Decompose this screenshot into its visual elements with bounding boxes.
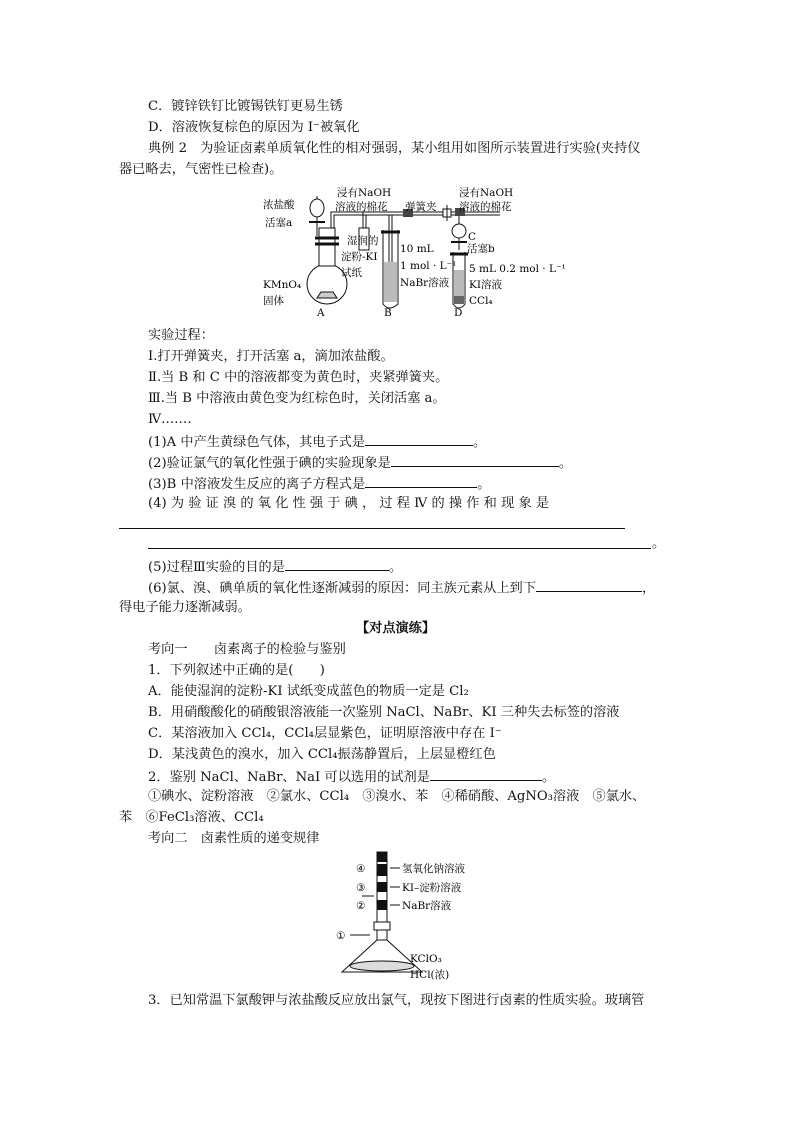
answer-blank-2[interactable] — [391, 453, 559, 467]
step-4: Ⅳ.…… — [148, 412, 192, 427]
letter-a: A — [317, 307, 325, 319]
label-kmno4: KMnO₄ — [263, 279, 302, 291]
label-clamp: 弹簧夹 — [405, 201, 437, 213]
letter-b: B — [384, 307, 392, 319]
period: 。 — [541, 770, 556, 785]
label-stopcock-b: 活塞b — [467, 243, 495, 255]
step-2: Ⅱ.当 B 和 C 中的溶液都变为黄色时，夹紧弹簧夹。 — [148, 370, 449, 385]
question-3-text: (3)B 中溶液发生反应的离子方程式是 — [148, 477, 366, 492]
answer-blank-1[interactable] — [365, 432, 473, 446]
label-cotton-right-2: 溶液的棉花 — [459, 201, 512, 213]
question-5-text: (5)过程Ⅲ实验的目的是 — [148, 560, 285, 575]
label-d-2: KI溶液 — [469, 279, 502, 291]
label-solid: 固体 — [263, 295, 284, 307]
tube-c-d — [450, 212, 500, 308]
option-d: D．溶液恢复棕色的原因为 I⁻被氧化 — [148, 120, 360, 135]
problem-1-option-b: B．用硝酸酸化的硝酸银溶液能一次鉴别 NaCl、NaBr、KI 三种失去标签的溶液 — [148, 705, 620, 720]
label-paper-3: 试纸 — [341, 267, 362, 279]
number-4: ④ — [356, 863, 366, 875]
question-2 — [148, 453, 572, 473]
label-paper-2: 淀粉-KI — [341, 251, 378, 263]
topic-1: 考向一 卤素离子的检验与鉴别 — [148, 642, 346, 657]
problem-1-option-d: D．某浅黄色的溴水，加入 CCl₄振荡静置后，上层显橙红色 — [148, 747, 496, 762]
option-c: C．镀锌铁钉比镀锡铁钉更易生锈 — [148, 99, 343, 114]
label-d-1: 5 mL 0.2 mol · L⁻¹ — [469, 263, 566, 275]
answer-blank-3[interactable] — [365, 474, 477, 488]
step-1: Ⅰ.打开弹簧夹，打开活塞 a，滴加浓盐酸。 — [148, 349, 394, 364]
answer-blank-5[interactable] — [285, 557, 389, 571]
number-3: ③ — [356, 882, 366, 894]
question-1 — [148, 432, 486, 452]
period: 。 — [388, 560, 403, 575]
apparatus-figure-2 — [322, 850, 522, 985]
period: 。 — [558, 456, 573, 471]
example2-line2: 器已略去，气密性已检查)。 — [119, 162, 283, 177]
problem-1-stem: 1．下列叙述中正确的是( ) — [148, 663, 325, 678]
letter-d: D — [454, 307, 463, 319]
problem-3-line1: 3．已知常温下氯酸钾与浓盐酸反应放出氯气，现按下图进行卤素的性质实验。玻璃管 — [148, 993, 645, 1008]
label-cotton-right-1: 浸有NaOH — [459, 187, 514, 199]
number-1: ① — [336, 930, 346, 942]
problem-2-options-line2: 苯 ⑥FeCl₃溶液、CCl₄ — [119, 810, 264, 825]
answer-blank-p2[interactable] — [430, 767, 542, 781]
question-6-line2: 得电子能力逐渐减弱。 — [119, 600, 251, 615]
period: 。 — [652, 536, 666, 551]
answer-line-4a[interactable] — [119, 528, 625, 529]
label-b-2: 1 mol · L⁻¹ — [400, 260, 457, 272]
problem-1-option-a: A．能使湿润的淀粉-KI 试纸变成蓝色的物质一定是 Cl₂ — [148, 684, 469, 699]
period: 。 — [473, 435, 487, 450]
step-3: Ⅲ.当 B 中溶液由黄色变为红棕色时，关闭活塞 a。 — [148, 391, 446, 406]
label-stopcock-a: 活塞a — [265, 217, 293, 229]
answer-line-4b[interactable] — [148, 548, 651, 549]
label-kclo3: KClO₃ — [410, 953, 442, 965]
label-ki-starch: KI–淀粉溶液 — [402, 882, 462, 894]
label-naoh: 氢氧化钠溶液 — [402, 863, 465, 875]
period: 。 — [477, 477, 491, 492]
label-d-3: CCl₄ — [469, 295, 493, 307]
question-6-text: (6)氯、溴、碘单质的氧化性逐渐减弱的原因：同主族元素从上到下 — [148, 581, 536, 596]
problem-1-option-c: C．某溶液加入 CCl₄，CCl₄层显紫色，证明原溶液中存在 I⁻ — [148, 726, 502, 741]
question-1-text: (1)A 中产生黄绿色气体，其电子式是 — [148, 435, 366, 450]
question-2-text: (2)验证氯气的氧化性强于碘的实验现象是 — [148, 456, 391, 471]
example2-line1: 典例 2 为验证卤素单质氧化性的相对强弱，某小组用如图所示装置进行实验(夹持仪 — [148, 141, 641, 156]
process-title: 实验过程： — [148, 328, 214, 343]
section-title: 【对点演练】 — [356, 621, 436, 636]
comma: ， — [641, 581, 656, 596]
question-3 — [148, 474, 490, 494]
label-hcl: HCl(浓) — [410, 969, 450, 981]
problem-2-options-line1: ①碘水、淀粉溶液 ②氯水、CCl₄ ③溴水、苯 ④稀硝酸、AgNO₃溶液 ⑤氯水、 — [148, 789, 646, 804]
problem-2-stem — [148, 767, 555, 787]
question-5 — [148, 557, 402, 577]
label-cotton-left-2: 溶液的棉花 — [335, 201, 388, 213]
label-acid: 浓盐酸 — [263, 199, 295, 211]
apparatus-figure-1 — [255, 182, 575, 320]
answer-blank-6[interactable] — [536, 578, 642, 592]
question-4: (4) 为 验 证 溴 的 氧 化 性 强 于 碘 ， 过 程 Ⅳ 的 操 作 和 现 象 是 — [148, 496, 550, 511]
label-c: C — [468, 231, 477, 243]
problem-2-text: 2．鉴别 NaCl、NaBr、NaI 可以选用的试剂是 — [148, 770, 430, 785]
label-paper-1: 湿润的 — [347, 235, 379, 247]
label-b-1: 10 mL — [400, 243, 434, 255]
number-2: ② — [356, 900, 366, 912]
label-cotton-left-1: 浸有NaOH — [337, 187, 392, 199]
question-6 — [148, 578, 655, 598]
topic-2: 考向二 卤素性质的递变规律 — [148, 831, 320, 846]
label-nabr: NaBr溶液 — [402, 900, 452, 912]
label-b-3: NaBr溶液 — [400, 277, 450, 289]
